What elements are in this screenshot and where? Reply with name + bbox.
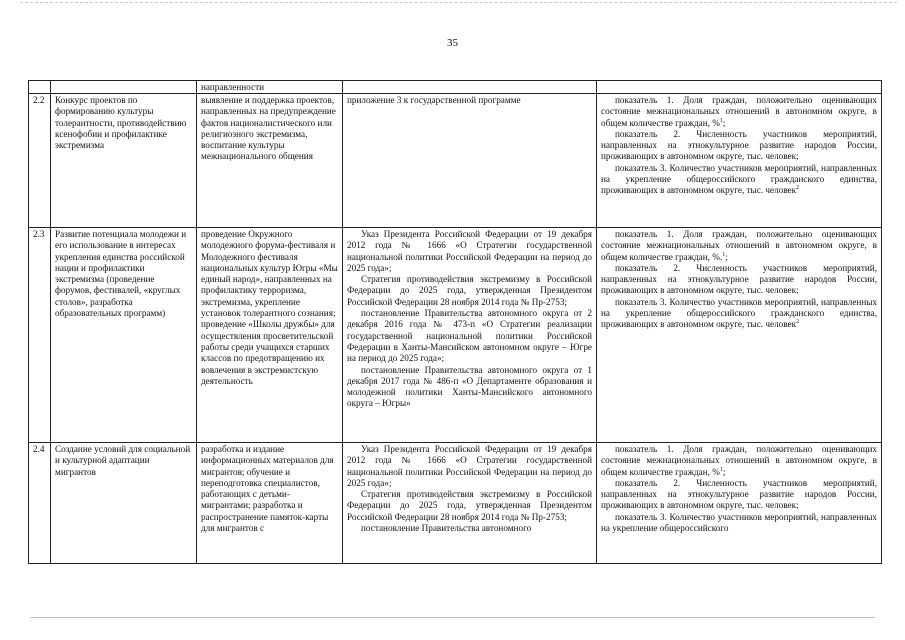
activity-name: Развитие потенциала молодежи и его использование в интересах укрепления единства российской нации и профилактики экстремизма (проведение форумов, фестивалей, «круглых столов», разработка образовательных программ) (51, 228, 197, 443)
footnote-mark: 1 (722, 251, 726, 258)
basis-item: Стратегия противодействия экстремизму в Российской Федерации до 2025 года, утвержденная Президентом Российской Федерации 28 ноября 2014 года № Пр-2753; (347, 489, 592, 522)
row-number: 2.2 (29, 94, 51, 228)
page-number: 35 (447, 37, 458, 49)
row-number: 2.3 (29, 228, 51, 443)
activity-name: Создание условий для социальной и культурной адаптации мигрантов (51, 443, 197, 564)
basis-item: Указ Президента Российской Федерации от 19 декабря 2012 года № 1666 «О Стратегии государственной национальной политики Российской Федерации на период до 2025 года»; (347, 229, 592, 273)
continuation-cell-content: направленности (197, 81, 343, 94)
indicator-item: показатель 2. Численность участников мероприятий, направленных на этнокультурное развитие народов России, проживающих в автономном округе, тыс. человек; (601, 128, 877, 162)
indicator-item: показатель 2. Численность участников мероприятий, направленных на этнокультурное развитие народов России, проживающих в автономном округе, тыс. человек; (601, 262, 877, 296)
activity-content: проведение Окружного молодежного форума-фестиваля и Молодежного фестиваля национальных культур Югры «Мы единый народ», направленных на профилактику терроризма, экстремизма, укрепление установок толерантного сознания; проведение «Школы дружбы» для осуществления просветительской работы среди учащихся старших классов по предотвращению их вовлечения в экстремистскую деятельность (197, 228, 343, 443)
basis-item: постановление Правительства автономного (361, 523, 532, 534)
activity-indicators: показатель 1. Доля граждан, положительно оценивающих состояние межнациональных отношений в автономном округе, в общем количестве граждан, %$^1$; показатель 2. Численность участников мероприятий, направленных на этнокультурное развитие народов России, проживающих в автономном округе, тыс. человек; показатель 3. Количество участников мероприятий, направленных на укрепление общероссийского (597, 443, 882, 564)
table-row (29, 94, 882, 228)
indicator-item: показатель 3. Количество участников мероприятий, направленных на укрепление общероссийского гражданского единства, проживающих в автономном округе, тыс. человек (601, 162, 877, 196)
activity-indicators: показатель 1. Доля граждан, положительно оценивающих состояние межнациональных отношений в автономном округе, в общем количестве граждан, %.$^1$; показатель 2. Численность участников мероприятий, направленных на этнокультурное развитие народов России, проживающих в автономном округе, тыс. человек; показатель 3. Количество участников мероприятий, направленных на укрепление общероссийского гражданского единства, проживающих в автономном округе, тыс. человек$^2$ (597, 228, 882, 443)
indicator-item: показатель 1. Доля граждан, положительно оценивающих состояние межнациональных отношений в автономном округе, в общем количестве граждан, %. (601, 229, 877, 262)
footnote-mark: 1 (719, 466, 723, 473)
footnote-mark: 2 (796, 185, 800, 192)
basis-item: Указ Президента Российской Федерации от 19 декабря 2012 года № 1666 «О Стратегии государственной национальной политики Российской Федерации на период до 2025 года»; (347, 444, 592, 488)
footnote-mark: 1 (719, 117, 723, 124)
indicator-item: показатель 1. Доля граждан, положительно оценивающих состояние межнациональных отношений в автономном округе, в общем количестве граждан, % (601, 444, 877, 477)
basis-item: Стратегия противодействия экстремизму в Российской Федерации до 2025 года, утвержденная Президентом Российской Федерации 28 ноября 2014 года № Пр-2753; (347, 274, 592, 307)
indicator-item: показатель 1. Доля граждан, положительно оценивающих состояние межнациональных отношений в автономном округе, в общем количестве граждан, % (601, 95, 877, 128)
basis-item: постановление Правительства автономного округа от 1 декабря 2017 года № 486-п «О Департаменте образования и молодежной политики Ханты-Мансийского автономного округа – Югры» (347, 364, 592, 409)
basis-item: постановление Правительства автономного округа от 2 декабря 2016 года № 473-п «О Стратегии реализации государственной национальной политики Российской Федерации в Ханты-Мансийском автономном округе – Югре на период до 2025 года»; (347, 308, 592, 364)
table-continuation-row (29, 81, 882, 94)
continuation-cell-name (51, 81, 197, 94)
indicator-item: показатель 2. Численность участников мероприятий, направленных на этнокультурное развитие народов России, проживающих в автономном округе, тыс. человек; (601, 477, 877, 511)
row-number: 2.4 (29, 443, 51, 564)
bottom-scan-rule (30, 617, 875, 618)
continuation-cell-indicators (597, 81, 882, 94)
footnote-mark: 2 (796, 319, 800, 326)
table-row (29, 443, 882, 564)
activity-basis (343, 443, 597, 564)
activity-basis (343, 94, 597, 228)
table-row (29, 228, 882, 443)
continuation-cell-num (29, 81, 51, 94)
activity-content: разработка и издание информационных материалов для мигрантов; обучение и переподготовка специалистов, работающих с детьми-мигрантами; разработка и распространение памяток-карты для мигрантов с (197, 443, 343, 564)
activity-indicators: показатель 1. Доля граждан, положительно оценивающих состояние межнациональных отношений в автономном округе, в общем количестве граждан, %$^1$; показатель 2. Численность участников мероприятий, направленных на этнокультурное развитие народов России, проживающих в автономном округе, тыс. человек; показатель 3. Количество участников мероприятий, направленных на укрепление общероссийского гражданского единства, проживающих в автономном округе, тыс. человек$^2$ (597, 94, 882, 228)
activity-basis (343, 228, 597, 443)
activity-name: Конкурс проектов по формированию культуры толерантности, противодействию ксенофобии и профилактике экстремизма (51, 94, 197, 228)
activity-content: выявление и поддержка проектов, направленных на предупреждение фактов националистического или религиозного экстремизма, воспитание культуры межнационального общения (197, 94, 343, 228)
continuation-cell-basis (343, 81, 597, 94)
basis-item: приложение 3 к государственной программе (347, 95, 521, 105)
top-scan-rule (20, 2, 897, 3)
indicator-item: показатель 3. Количество участников мероприятий, направленных на укрепление общероссийского (601, 511, 877, 534)
indicator-item: показатель 3. Количество участников мероприятий, направленных на укрепление общероссийского гражданского единства, проживающих в автономном округе, тыс. человек (601, 296, 877, 330)
program-activities-table (28, 80, 882, 564)
